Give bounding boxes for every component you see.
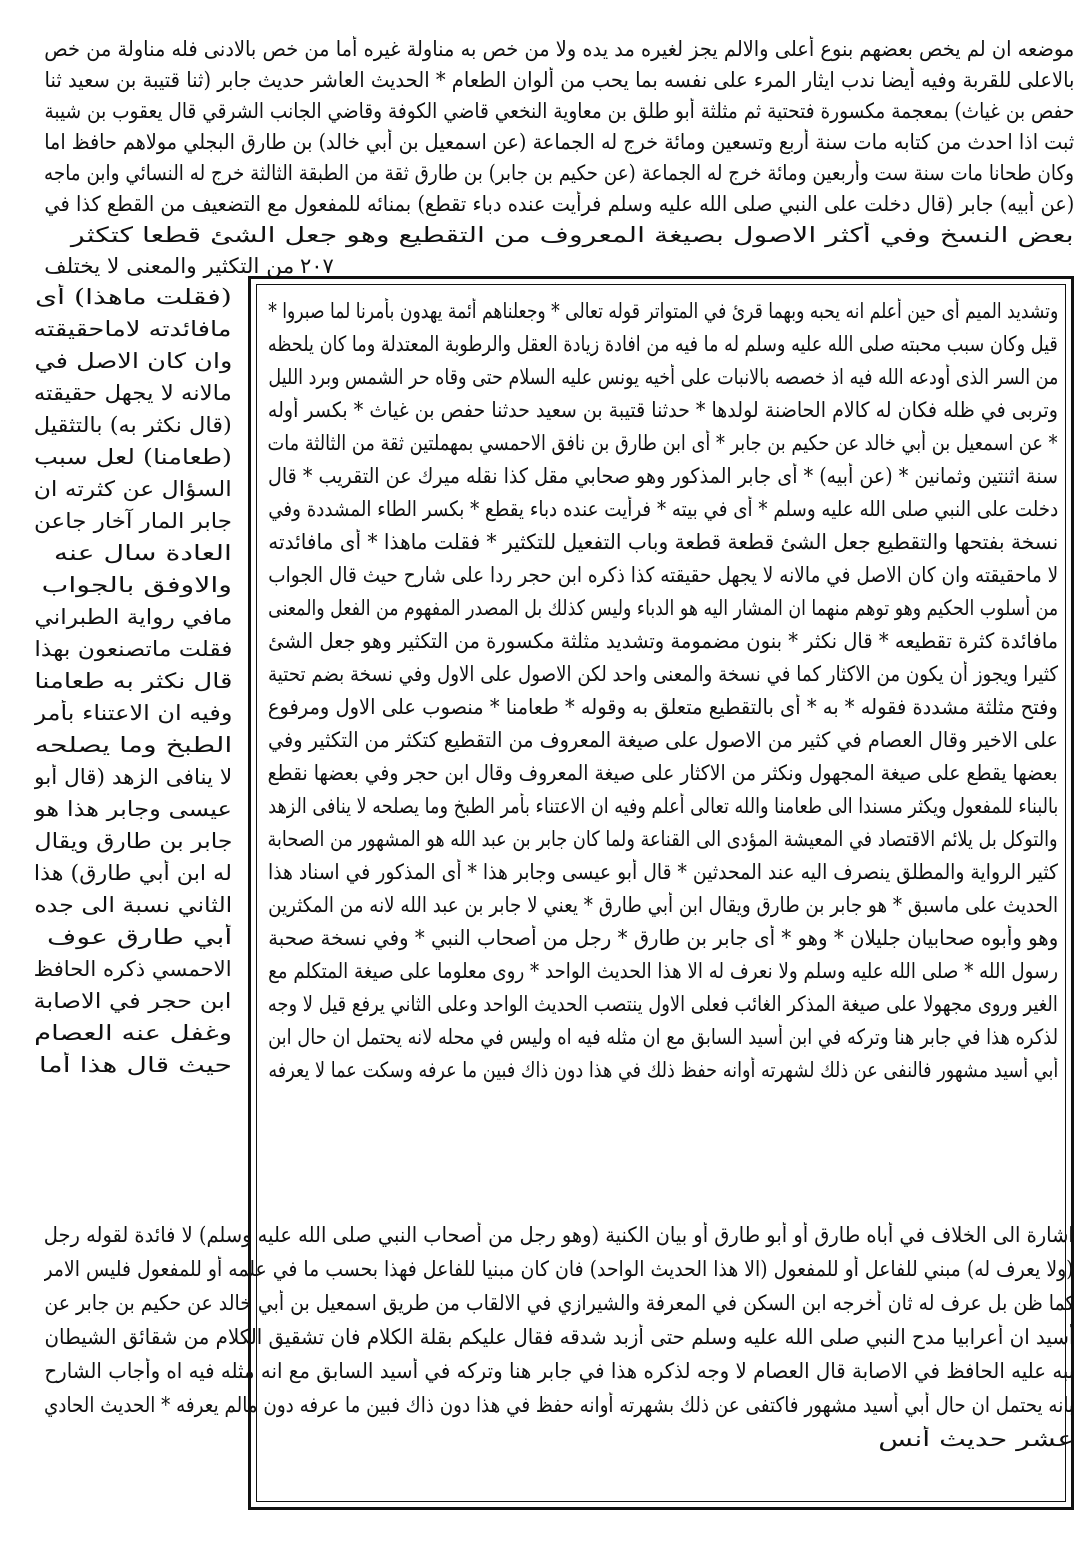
side-line: الثاني نسبة الى جده (34, 893, 232, 917)
top-line: وكان طحانا مات سنة ست وأربعين ومائة خرج له الجماعة (عن حكيم بن جابر) بن طارق ثقة من الطبقة الثالثة خرج له النسائي وابن ماجه (44, 161, 1074, 185)
top-line: موضعه ان لم يخص بعضهم بنوع أعلى والالم يجز لغيره مد يده ولا من خص به مناولة غيره أما من خص بالادنى فله مناولة من خص (44, 37, 1074, 61)
side-line: عيسى وجابر هذا هو (34, 797, 232, 821)
box-line: نسخة بفتحها والتقطيع جعل الشئ قطعة قطعة وباب التفعيل للتكثير * فقلت ماهذا * أى مافائدته (268, 530, 1058, 554)
box-line: قيل وكان سبب محبته صلى الله عليه وسلم له ما فيه من افادة زيادة العقل والرطوبة المعتدلة وما كان يلحظه (268, 332, 1058, 356)
side-line: (قال نكثر به) بالتثقيل (34, 413, 232, 437)
box-line: على الاخير وقال العصام في كثير من الاصول على صيغة المعروف من التقطيع كتكثر من التكثير وفي (268, 728, 1058, 752)
box-line: كثير الرواية والمطلق ينصرف اليه عند المحدثين * قال أبو عيسى وجابر هذا * أى المذكور في اسناد هذا (268, 860, 1058, 884)
box-line: لذكره هذا في جابر هنا وتركه في ابن أسيد السابق مع ان مثله فيه اه وليس في محله لانه يحتمل ان حال ابن (268, 1025, 1058, 1049)
box-line: من أسلوب الحكيم وهو توهم منهما ان المشار اليه هو الدباء وليس كذلك بل المصدر المفهوم من الفعل والمعنى (268, 596, 1058, 620)
side-line: وفيه ان الاعتناء بأمر (34, 701, 232, 725)
bottom-line: اشارة الى الخلاف في أباه طارق أو أبو طارق أو بيان الكنية (وهو رجل من أصحاب النبي صلى الله عليه وسلم) لا فائدة لقوله رجل (44, 1223, 1074, 1247)
bottom-line: أسيد ان أعرابيا مدح النبي صلى الله عليه وسلم حتى أزبد شدقه فقال عليكم بقلة الكلام فان تشقيق الكلام من شقائق الشيطان (44, 1325, 1074, 1349)
top-line: حفص بن غياث) بمعجمة مكسورة فتحتية ثم مثلثة أبو طلق بن معاوية النخعي قاضي الكوفة وقاضي الجانب الشرقي قال يعقوب بن شيبة (44, 99, 1074, 123)
page-number: ٢٠٧ (300, 254, 334, 278)
bottom-line: بانه يحتمل ان حال أبي أسيد مشهور فاكتفى عن ذلك بشهرته أوانه حفظ في هذا دون ذاك فبين ما عرفه دون مالم يعرفه * الحديث الحادي (44, 1393, 1074, 1417)
side-line: مالانه لا يجهل حقيقته (34, 381, 232, 405)
side-line: فقلت ماتصنعون بهذا (34, 637, 232, 661)
box-line: دخلت على النبي صلى الله عليه وسلم * أى في بيته * فرأيت عنده دباء يقطع * بكسر الطاء المشددة وفي (268, 497, 1058, 521)
box-line: * عن اسمعيل بن أبي خالد عن حكيم بن جابر * أى ابن طارق بن نافق الاحمسي بمهملتين ثقة من الثالثة مات (268, 431, 1058, 455)
top-line: ثبت اذا احدث من كتابه مات سنة أربع وتسعين ومائة خرج له الجماعة (عن اسمعيل بن أبي خالد) بن طارق البجلي مولاهم حافظ اما (44, 130, 1074, 154)
top-line: بعض النسخ وفي أكثر الاصول بصيغة المعروف من التقطيع وهو جعل الشئ قطعا كتكثر (71, 223, 1074, 247)
box-line: وتشديد الميم أى حين أعلم انه يحبه وبهما قرئ في المتواتر قوله تعالى * وجعلناهم أئمة يهدون بأمرنا لما صبروا * (268, 299, 1058, 323)
bottom-line: عشر حديث أنس (878, 1427, 1074, 1451)
box-line: بالبناء للمفعول ويكثر مسندا الى طعامنا والله تعالى أعلم وفيه ان الاعتناء بأمر الطبخ وما يصلحه لا ينافى الزهد (268, 794, 1058, 818)
box-line: وهو وأبوه صحابيان جليلان * وهو * أى جابر بن طارق * رجل من أصحاب النبي * وفي نسخة صحبة (268, 926, 1058, 950)
side-line: السؤال عن كثرته ان (34, 477, 232, 501)
bottom-line: نبه عليه الحافظ في الاصابة قال العصام لا وجه لذكره هذا في جابر هنا وتركه في أسيد السابق مع انه مثله فيه اه وأجاب الشارح (44, 1359, 1074, 1383)
side-line: له ابن أبي طارق) هذا (34, 861, 232, 885)
side-line: الطبخ وما يصلحه (34, 733, 232, 757)
box-line: من السر الذى أودعه الله فيه اذ خصصه بالانبات على أخيه يونس عليه السلام حتى وقاه حر الشمس وبرد الليل (268, 365, 1058, 389)
side-line: والاوفق بالجواب (41, 573, 232, 597)
side-line: جابر بن طارق ويقال (34, 829, 232, 853)
box-line: أبي أسيد مشهور فالنفى عن ذلك لشهرته أوانه حفظ ذلك في هذا دون ذاك فبين ما عرفه وسكت عما لا يعرفه (268, 1058, 1058, 1082)
side-line: العادة سال عنه (53, 541, 232, 565)
side-line: أبي طارق عوف (46, 925, 232, 949)
side-line: (طعامنا) لعل سبب (34, 445, 232, 469)
box-line: وفتح مثلثة مشددة فقوله * به * أى بالتقطيع متعلق به وقوله * طعامنا * منصوب على الاول ومرفوع (268, 695, 1058, 719)
box-line: كثيرا ويجوز أن يكون من الاكثار كما في نسخة والمعنى واحد لكن الاصول على الاول وفي نسخة بضم تحتية (268, 662, 1058, 686)
side-line: وغفل عنه العصام (34, 1021, 232, 1045)
top-line: بالاعلى للقربة وفيه أيضا ندب ايثار المرء على نفسه بما يحب من ألوان الطعام * الحديث العاشر حديث جابر (ثنا قتيبة بن سعيد ثنا (44, 68, 1074, 92)
side-line: قال نكثر به طعامنا (34, 669, 232, 693)
bottom-line: (ولا يعرف له) مبني للفاعل أو للمفعول (الا هذا الحديث الواحد) فان كان مبنيا للفاعل فهذا بحسب ما في علمه أو للمفعول فليس الامر (44, 1257, 1074, 1281)
box-line: الغير وروى مجهولا على صيغة المذكر الغائب فعلى الاول ينتصب الحديث الواحد وعلى الثاني يرفع قيل لا وجه (268, 992, 1058, 1016)
side-line: (فقلت ماهذا) أى (35, 285, 232, 309)
box-line: بعضها يقطع على صيغة المجهول ونكثر من الاكثار على صيغة المعروف وقال ابن حجر وفي بعضها نقطع (268, 761, 1058, 785)
box-line: رسول الله * صلى الله عليه وسلم ولا نعرف له الا هذا الحديث الواحد * روى معلوما على صيغة المتكلم مع (268, 959, 1058, 983)
side-line: لا ينافى الزهد (قال أبو (34, 765, 232, 789)
box-line: والتوكل بل يلائم الاقتصاد في المعيشة المؤدى الى القناعة ولما كان جابر بن عبد الله هو المشهور من الصحابة (268, 827, 1058, 851)
side-line: جابر المار آخار جاعن (34, 509, 232, 533)
box-line: سنة اثنتين وثمانين * (عن أبيه) * أى جابر المذكور وهو صحابي مقل كذا نقله ميرك عن التقريب * قال (268, 464, 1058, 488)
side-line: حيث قال هذا أما (38, 1053, 232, 1077)
box-line: مافائدة كثرة تقطيعه * قال نكثر * بنون مضمومة وتشديد مثلثة مكسورة من التكثير وهو جعل الشئ (268, 629, 1058, 653)
bottom-line: كما ظن بل عرف له ثان أخرجه ابن السكن في المعرفة والشيرازي في الالقاب من طريق اسمعيل بن أبي خالد عن حكيم بن جابر عن (44, 1291, 1074, 1315)
top-tail: من التكثير والمعنى لا يختلف (44, 254, 294, 278)
side-line: ابن حجر في الاصابة (34, 989, 232, 1013)
side-line: الاحمسي ذكره الحافظ (34, 957, 232, 981)
box-line: الحديث على ماسبق * هو جابر بن طارق ويقال ابن أبي طارق * يعني لا جابر بن عبد الله لانه من المكثرين (268, 893, 1058, 917)
box-line: وتربى في ظله فكان له كالام الحاضنة لولدها * حدثنا قتيبة بن سعيد حدثنا حفص بن غياث * بكسر أوله (268, 398, 1058, 422)
side-line: مافائدته لاماحقيقته (34, 317, 232, 341)
box-line: لا ماحقيقته وان كان الاصل في مالانه لا يجهل حقيقته كذا ذكره ابن حجر ردا على شارح حيث قال الجواب (268, 563, 1058, 587)
side-line: مافي رواية الطبراني (34, 605, 232, 629)
top-line: (عن أبيه) جابر (قال دخلت على النبي صلى الله عليه وسلم فرأيت عنده دباء تقطع) بمنائه للمفعول مع التضعيف من القطع كذا في (44, 192, 1074, 216)
side-line: وان كان الاصل في (34, 349, 232, 373)
